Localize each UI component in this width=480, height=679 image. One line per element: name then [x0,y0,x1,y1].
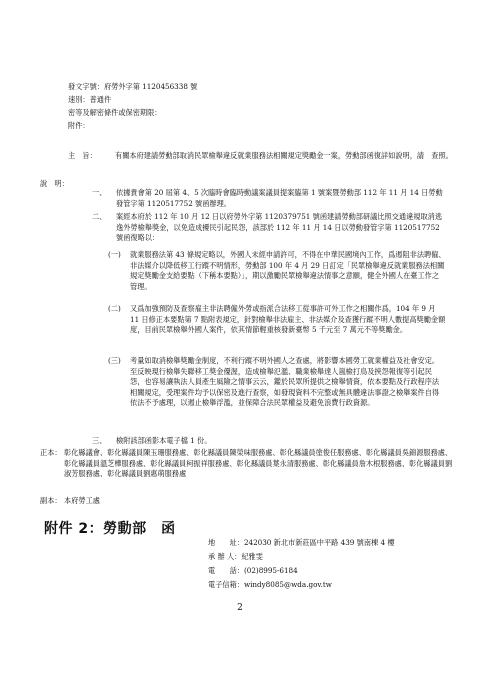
attachment-field: 附件： [68,121,90,130]
item-number: 一、 [92,188,107,197]
address-line: 地 址：242030 新北市新莊區中平路 439 號南棟 4 樓 [208,538,395,547]
sub-item-text: 考量如取消檢舉獎勵金制度，不利行蹤不明外國人之查處，將影響本國勞工就業權益及社會安定。至反映現行檢舉失聯移工獎金優渥，造成檢舉氾濫、職業檢舉達人嵐檢打鳥及挾怨報復等引起民怨，也容易讓執法人員產生風險之情事云云，鑑於民眾所提供之檢舉情資，依本要點及行政程序法相關規定，受理案件均予以保密及進行查察，如發現資料不完整或無具體違法事證之檢舉案件自得依法不予處理，以遏止檢舉浮濫，並保障合法民眾權益及避免浪費行政資源。 [130,356,440,407]
sub-item-text: 就業服務法第 43 條規定略以，外國人未經申請許可，不得在中華民國境內工作，爲遏阻非法聘僱、非法媒介以降低移工行蹤不明情形，勞動部 100 年 4 月 29 日訂定「民眾檢舉違反就業服務法相關規定獎勵金支給要點（下稱本要點）」，期以激勵民眾檢舉違法情事之意願，健全外國人在臺工作之管理。 [130,250,446,291]
item-number: 三、 [92,436,107,445]
copy-label: 副本： [40,496,62,505]
contact-person: 承 辦 人：紀雅雯 [208,552,263,561]
speed-classification: 速別：普通件 [68,95,112,104]
page-number: 2 [237,603,243,613]
subject-label: 主 旨： [68,151,97,160]
secrecy-level: 密等及解密條件或保密期限： [68,108,162,117]
attachment-2-title: 附件 2：勞動部 函 [44,521,176,537]
cc-recipients: 彰化縣議會、彰化縣議員陳玉珊服務處、彰化縣議員陳榮味服務處、彰化縣議員塗俊任服務處、彰化縣議員吳錦源服務處、彰化縣議員溫芝樺服務處、彰化縣議員柯振祥服務處、彰化縣議員葉永清服務處、彰化縣議員詹木根服務處、彰化縣議員劉淑芳服務處、彰化縣議員劉惠萌服務處 [64,448,453,478]
email-address: 電子信箱：windy8085@wda.gov.tw [208,580,332,589]
description-label: 說 明： [40,179,69,188]
item-text: 檢附該部函影本電子檔 1 份。 [116,436,212,445]
sub-item-number: (三) [108,356,121,365]
sub-item-number: (一) [108,250,121,259]
subject-text: 有關本府建請勞動部取消民眾檢舉違反就業服務法相關規定獎勵金一案，勞動部函復詳如說明，請 查照。 [115,151,453,160]
phone-number: 電 話：(02)8995-6184 [208,566,298,575]
item-number: 二、 [92,212,107,221]
copy-recipients: 本府勞工處 [64,496,100,505]
cc-label: 正本： [40,448,62,457]
item-text: 依據貴會第 20 屆第 4、5 次臨時會臨時動議案議員提案臨第 1 號案暨勞動部 112 年 11 月 14 日勞動發管字第 1120517752 號函辦理。 [116,188,443,208]
item-text: 案經本府於 112 年 10 月 12 日以府勞外字第 1120379751 號函建請勞動部研議比照交通違規取消逃逸外勞檢舉獎金，以免造成擾民引起民怨，該部於 112 年 11 月 14 日以勞動發管字第 1120517752 號函復略以： [116,212,443,242]
doc-number: 發文字號：府勞外字第 1120456338 號 [68,82,198,91]
sub-item-number: (二) [108,304,121,313]
sub-item-text: 又爲加強預防及查察雇主非法聘僱外勞或指派合法移工從事許可外工作之相關作爲，104 年 9 月 11 日修正本要點第 7 點附表規定，針對檢舉非法雇主、非法媒介及查獲行蹤不明人數提高獎勵金額度，目前民眾檢舉外國人案件，依其情節輕重核發新臺幣 5 千元至 7 萬元不等獎勵金。 [130,304,446,334]
